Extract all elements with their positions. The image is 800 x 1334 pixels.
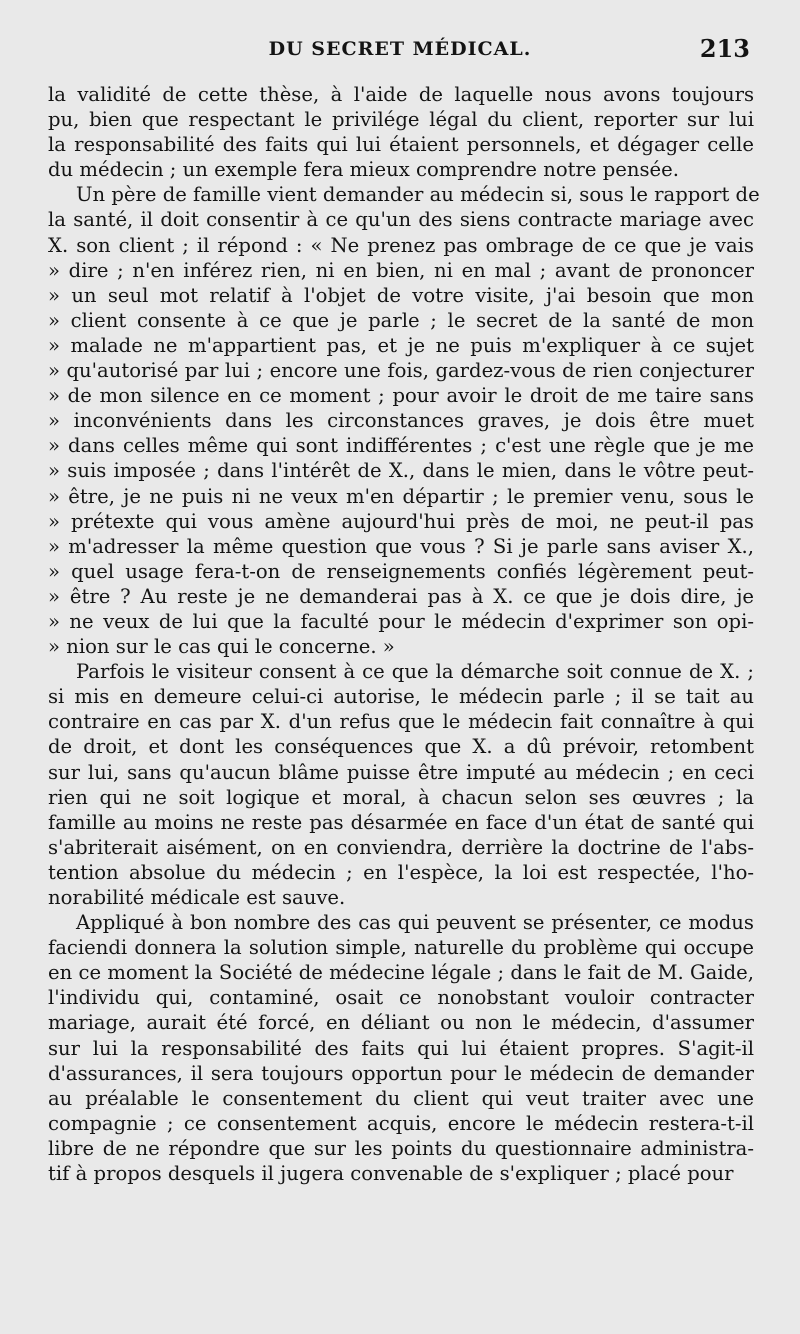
text-line: » inconvénients dans les circonstances graves, je dois être muet bbox=[48, 409, 754, 433]
text-line: faciendi donnera la solution simple, naturelle du problème qui occupe bbox=[48, 936, 754, 960]
text-line: » prétexte qui vous amène aujourd'hui près de moi, ne peut-il pas bbox=[48, 509, 754, 533]
text-line: Un père de famille vient demander au médecin si, sous le rapport de bbox=[76, 183, 760, 207]
text-line: Appliqué à bon nombre des cas qui peuvent se présenter, ce modus bbox=[76, 911, 754, 935]
text-line: » être ? Au reste je ne demanderai pas à X. ce que je dois dire, je bbox=[48, 584, 754, 608]
body-text bbox=[48, 82, 760, 1186]
text-line: » client consente à ce que je parle ; le secret de la santé de mon bbox=[48, 308, 754, 332]
text-line: la validité de cette thèse, à l'aide de laquelle nous avons toujours bbox=[48, 83, 754, 106]
text-line: d'assurances, il sera toujours opportun pour le médecin de demander bbox=[48, 1061, 754, 1085]
text-line: » de mon silence en ce moment ; pour avoir le droit de me taire sans bbox=[48, 384, 754, 408]
text-line: contraire en cas par X. d'un refus que le médecin fait connaître à qui bbox=[48, 710, 754, 734]
text-line: compagnie ; ce consentement acquis, encore le médecin restera-t-il bbox=[48, 1111, 754, 1135]
text-line: tention absolue du médecin ; en l'espèce, la loi est respectée, l'ho- bbox=[48, 860, 754, 884]
running-title: DU SECRET MÉDICAL. bbox=[268, 38, 532, 60]
text-line: s'abriterait aisément, on en conviendra, derrière la doctrine de l'abs- bbox=[48, 835, 754, 859]
text-line: la santé, il doit consentir à ce qu'un des siens contracte mariage avec bbox=[48, 208, 754, 232]
text-line: en ce moment la Société de médecine légale ; dans le fait de M. Gaide, bbox=[48, 961, 754, 985]
text-line: la responsabilité des faits qui lui étaient personnels, et dégager celle bbox=[48, 133, 754, 157]
text-line: » m'adresser la même question que vous ? Si je parle sans aviser X., bbox=[48, 534, 754, 558]
text-line: famille au moins ne reste pas désarmée en face d'un état de santé qui bbox=[48, 810, 754, 834]
text-line: Parfois le visiteur consent à ce que la démarche soit connue de X. ; bbox=[76, 660, 754, 684]
paragraph bbox=[48, 182, 760, 659]
text-line: libre de ne répondre que sur les points du questionnaire administra- bbox=[48, 1136, 754, 1160]
text-line: » être, je ne puis ni ne veux m'en départir ; le premier venu, sous le bbox=[48, 484, 754, 508]
text-line: sur lui la responsabilité des faits qui lui étaient propres. S'agit-il bbox=[48, 1036, 754, 1060]
text-line: rien qui ne soit logique et moral, à chacun selon ses œuvres ; la bbox=[48, 785, 754, 809]
paragraph bbox=[48, 659, 754, 910]
text-line: » un seul mot relatif à l'objet de votre visite, j'ai besoin que mon bbox=[48, 283, 754, 307]
text-line: » nion sur le cas qui le concerne. » bbox=[48, 635, 395, 659]
text-line: du médecin ; un exemple fera mieux comprendre notre pensée. bbox=[48, 158, 679, 182]
text-line: au préalable le consentement du client qui veut traiter avec une bbox=[48, 1086, 754, 1110]
text-line: » quel usage fera-t-on de renseignements confiés légèrement peut- bbox=[48, 559, 754, 583]
text-line: pu, bien que respectant le privilége légal du client, reporter sur lui bbox=[48, 108, 754, 132]
text-line: l'individu qui, contaminé, osait ce nonobstant vouloir contracter bbox=[48, 986, 754, 1010]
paragraph bbox=[48, 910, 754, 1186]
text-line: si mis en demeure celui-ci autorise, le médecin parle ; il se tait au bbox=[48, 685, 754, 709]
page-header bbox=[48, 34, 752, 74]
text-line: » ne veux de lui que la faculté pour le médecin d'exprimer son opi- bbox=[48, 609, 754, 633]
text-line: mariage, aurait été forcé, en déliant ou non le médecin, d'assumer bbox=[48, 1011, 754, 1035]
text-line: norabilité médicale est sauve. bbox=[48, 886, 346, 909]
text-line: » suis imposée ; dans l'intérêt de X., dans le mien, dans le vôtre peut- bbox=[48, 459, 754, 483]
text-line: tif à propos desquels il jugera convenable de s'expliquer ; placé pour bbox=[48, 1162, 734, 1186]
text-line: X. son client ; il répond : « Ne prenez pas ombrage de ce que je vais bbox=[48, 233, 754, 257]
text-line: » dans celles même qui sont indifférentes ; c'est une règle que je me bbox=[48, 434, 754, 458]
text-line: de droit, et dont les conséquences que X. a dû prévoir, retombent bbox=[48, 735, 754, 759]
text-line: sur lui, sans qu'aucun blâme puisse être imputé au médecin ; en ceci bbox=[48, 760, 754, 784]
text-line: » dire ; n'en inférez rien, ni en bien, ni en mal ; avant de prononcer bbox=[48, 258, 754, 282]
text-line: » qu'autorisé par lui ; encore une fois, gardez-vous de rien conjecturer bbox=[48, 359, 754, 383]
page-number: 213 bbox=[699, 34, 750, 63]
text-line: » malade ne m'appartient pas, et je ne puis m'expliquer à ce sujet bbox=[48, 333, 754, 357]
paragraph bbox=[48, 82, 754, 182]
